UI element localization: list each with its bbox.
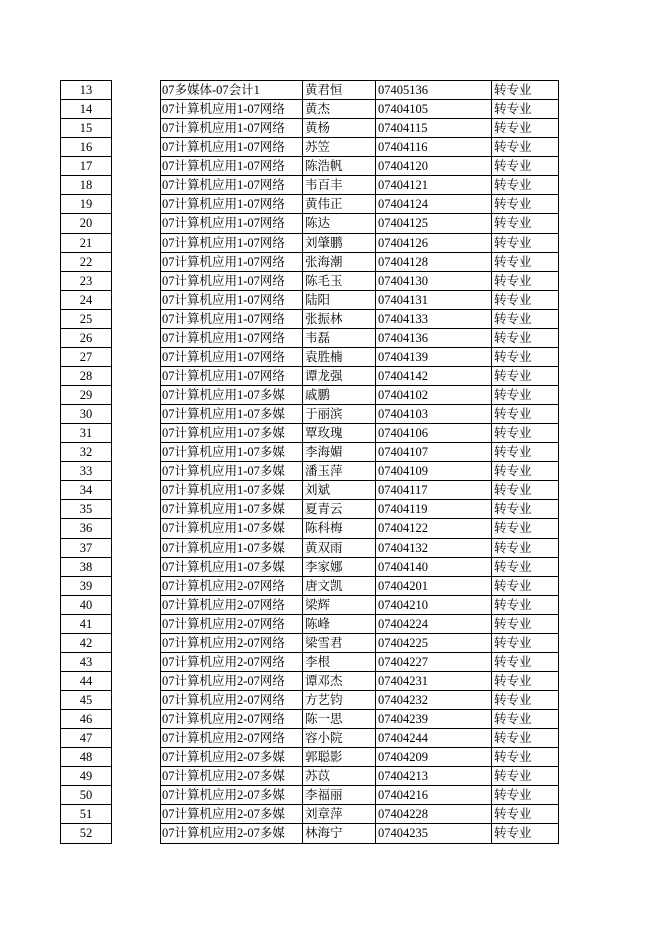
- row-number: 22: [61, 253, 111, 272]
- table-row: [161, 386, 558, 405]
- row-number: 50: [61, 786, 111, 805]
- row-number: 36: [61, 519, 111, 538]
- student-id-cell: 07404115: [375, 119, 491, 137]
- table-row: [161, 786, 558, 805]
- name-cell: 覃玫瑰: [302, 424, 375, 442]
- student-id-cell: 07404128: [375, 253, 491, 271]
- status-cell: 转专业: [491, 253, 558, 271]
- name-cell: 李福丽: [302, 786, 375, 804]
- name-cell: 刘斌: [302, 481, 375, 499]
- class-cell: 07计算机应用1-07网络: [162, 159, 285, 174]
- status-cell: 转专业: [491, 329, 558, 347]
- name-cell: 郭聪影: [302, 748, 375, 766]
- status-cell: 转专业: [491, 234, 558, 252]
- table-row: [161, 729, 558, 748]
- row-number: 13: [61, 81, 111, 100]
- student-id-cell: 07404227: [375, 653, 491, 671]
- class-cell: 07计算机应用2-07网络: [162, 578, 285, 593]
- class-cell: 07计算机应用2-07网络: [162, 731, 285, 746]
- student-id-cell: 07404130: [375, 272, 491, 290]
- row-number-column: [60, 80, 112, 844]
- row-number: 47: [61, 729, 111, 748]
- student-id-cell: 07404140: [375, 558, 491, 576]
- row-number: 43: [61, 653, 111, 672]
- table-row: [161, 615, 558, 634]
- class-cell: 07计算机应用1-07网络: [162, 311, 285, 326]
- student-id-cell: 07404107: [375, 443, 491, 461]
- row-number: 38: [61, 558, 111, 577]
- student-id-cell: 07404119: [375, 500, 491, 518]
- status-cell: 转专业: [491, 176, 558, 194]
- student-id-cell: 07404116: [375, 138, 491, 156]
- row-number: 20: [61, 214, 111, 233]
- row-number: 48: [61, 748, 111, 767]
- table-row: [161, 424, 558, 443]
- status-cell: 转专业: [491, 81, 558, 99]
- student-id-cell: 07404131: [375, 291, 491, 309]
- table-row: [161, 234, 558, 253]
- status-cell: 转专业: [491, 119, 558, 137]
- table-row: [161, 138, 558, 157]
- name-cell: 苏笠: [302, 138, 375, 156]
- student-id-cell: 07404210: [375, 596, 491, 614]
- status-cell: 转专业: [491, 405, 558, 423]
- class-cell: 07计算机应用2-07多媒: [162, 769, 285, 784]
- row-number: 49: [61, 767, 111, 786]
- row-number: 28: [61, 367, 111, 386]
- status-cell: 转专业: [491, 577, 558, 595]
- status-cell: 转专业: [491, 100, 558, 118]
- status-cell: 转专业: [491, 767, 558, 785]
- table-row: [161, 767, 558, 786]
- status-cell: 转专业: [491, 653, 558, 671]
- class-cell: 07计算机应用1-07网络: [162, 235, 285, 250]
- row-number: 41: [61, 615, 111, 634]
- row-number: 19: [61, 195, 111, 214]
- name-cell: 梁辉: [302, 596, 375, 614]
- status-cell: 转专业: [491, 539, 558, 557]
- class-cell: 07计算机应用1-07多媒: [162, 483, 285, 498]
- name-cell: 夏青云: [302, 500, 375, 518]
- status-cell: 转专业: [491, 519, 558, 537]
- name-cell: 谭邓杰: [302, 672, 375, 690]
- student-id-cell: 07404125: [375, 214, 491, 232]
- row-number: 52: [61, 824, 111, 843]
- status-cell: 转专业: [491, 615, 558, 633]
- class-cell: 07计算机应用1-07网络: [162, 216, 285, 231]
- table-row: [161, 748, 558, 767]
- class-cell: 07计算机应用1-07多媒: [162, 464, 285, 479]
- class-cell: 07计算机应用1-07网络: [162, 292, 285, 307]
- name-cell: 陈科梅: [302, 519, 375, 537]
- table-row: [161, 672, 558, 691]
- name-cell: 陆阳: [302, 291, 375, 309]
- student-id-cell: 07404142: [375, 367, 491, 385]
- row-number: 23: [61, 272, 111, 291]
- status-cell: 转专业: [491, 291, 558, 309]
- student-id-cell: 07404239: [375, 710, 491, 728]
- name-cell: 黄双雨: [302, 539, 375, 557]
- table-row: [161, 100, 558, 119]
- table-row: [161, 577, 558, 596]
- class-cell: 07计算机应用1-07多媒: [162, 559, 285, 574]
- class-cell: 07计算机应用1-07网络: [162, 254, 285, 269]
- status-cell: 转专业: [491, 195, 558, 213]
- table-row: [161, 329, 558, 348]
- class-cell: 07计算机应用1-07网络: [162, 178, 285, 193]
- table-row: [161, 691, 558, 710]
- name-cell: 黄杰: [302, 100, 375, 118]
- table-row: [161, 291, 558, 310]
- class-cell: 07计算机应用2-07网络: [162, 712, 285, 727]
- status-cell: 转专业: [491, 386, 558, 404]
- class-cell: 07计算机应用1-07网络: [162, 197, 285, 212]
- table-row: [161, 253, 558, 272]
- class-cell: 07计算机应用1-07多媒: [162, 445, 285, 460]
- row-number: 17: [61, 157, 111, 176]
- class-cell: 07计算机应用2-07网络: [162, 693, 285, 707]
- class-cell: 07计算机应用2-07网络: [162, 654, 285, 669]
- status-cell: 转专业: [491, 710, 558, 728]
- status-cell: 转专业: [491, 424, 558, 442]
- row-number: 30: [61, 405, 111, 424]
- row-number: 40: [61, 596, 111, 615]
- row-number: 18: [61, 176, 111, 195]
- class-cell: 07计算机应用1-07多媒: [162, 407, 285, 422]
- class-cell: 07计算机应用2-07多媒: [162, 807, 285, 822]
- class-cell: 07计算机应用1-07多媒: [162, 388, 285, 402]
- name-cell: 于丽滨: [302, 405, 375, 423]
- status-cell: 转专业: [491, 748, 558, 766]
- row-number: 46: [61, 710, 111, 729]
- status-cell: 转专业: [491, 596, 558, 614]
- class-cell: 07计算机应用1-07网络: [162, 121, 285, 136]
- table-row: [161, 367, 558, 386]
- student-id-cell: 07404102: [375, 386, 491, 404]
- row-number: 14: [61, 100, 111, 119]
- student-id-cell: 07404232: [375, 691, 491, 709]
- status-cell: 转专业: [491, 481, 558, 499]
- name-cell: 陈浩帆: [302, 157, 375, 175]
- name-cell: 李根: [302, 653, 375, 671]
- class-cell: 07计算机应用1-07多媒: [162, 521, 285, 536]
- row-number: 21: [61, 234, 111, 253]
- class-cell: 07计算机应用2-07多媒: [162, 826, 285, 841]
- table-row: [161, 500, 558, 519]
- name-cell: 戚鹏: [302, 386, 375, 404]
- student-id-cell: 07404235: [375, 824, 491, 842]
- student-id-cell: 07405136: [375, 81, 491, 99]
- class-cell: 07计算机应用1-07多媒: [162, 426, 285, 441]
- table-row: [161, 176, 558, 195]
- name-cell: 方艺钧: [302, 691, 375, 709]
- student-id-cell: 07404109: [375, 462, 491, 480]
- name-cell: 张海潮: [302, 253, 375, 271]
- table-row: [161, 653, 558, 672]
- status-cell: 转专业: [491, 558, 558, 576]
- name-cell: 刘章萍: [302, 805, 375, 823]
- status-cell: 转专业: [491, 634, 558, 652]
- name-cell: 韦百丰: [302, 176, 375, 194]
- status-cell: 转专业: [491, 138, 558, 156]
- status-cell: 转专业: [491, 310, 558, 328]
- table-row: [161, 348, 558, 367]
- row-number: 51: [61, 805, 111, 824]
- student-id-cell: 07404244: [375, 729, 491, 747]
- name-cell: 陈峰: [302, 615, 375, 633]
- class-cell: 07计算机应用2-07多媒: [162, 788, 285, 803]
- class-cell: 07计算机应用1-07网络: [162, 368, 285, 383]
- table-row: [161, 805, 558, 824]
- class-cell: 07计算机应用1-07网络: [162, 140, 285, 155]
- class-cell: 07计算机应用1-07网络: [162, 102, 285, 117]
- status-cell: 转专业: [491, 272, 558, 290]
- class-cell: 07计算机应用2-07网络: [162, 597, 285, 612]
- name-cell: 韦磊: [302, 329, 375, 347]
- class-cell: 07计算机应用1-07网络: [162, 349, 285, 364]
- student-id-cell: 07404231: [375, 672, 491, 690]
- status-cell: 转专业: [491, 691, 558, 709]
- table-row: [161, 119, 558, 138]
- name-cell: 陈达: [302, 214, 375, 232]
- status-cell: 转专业: [491, 157, 558, 175]
- name-cell: 黄君恒: [302, 81, 375, 99]
- status-cell: 转专业: [491, 786, 558, 804]
- name-cell: 黄杨: [302, 119, 375, 137]
- table-row: [161, 157, 558, 176]
- name-cell: 陈毛玉: [302, 272, 375, 290]
- status-cell: 转专业: [491, 348, 558, 366]
- class-cell: 07计算机应用2-07多媒: [162, 750, 285, 765]
- table-row: [161, 519, 558, 538]
- row-number: 16: [61, 138, 111, 157]
- row-number: 15: [61, 119, 111, 138]
- student-id-cell: 07404136: [375, 329, 491, 347]
- student-id-cell: 07404213: [375, 767, 491, 785]
- status-cell: 转专业: [491, 805, 558, 823]
- row-number: 25: [61, 310, 111, 329]
- name-cell: 李家娜: [302, 558, 375, 576]
- table-row: [161, 481, 558, 500]
- class-cell: 07计算机应用1-07网络: [162, 330, 285, 345]
- student-id-cell: 07404224: [375, 615, 491, 633]
- status-cell: 转专业: [491, 214, 558, 232]
- table-row: [161, 462, 558, 481]
- table-row: [161, 710, 558, 729]
- row-number: 37: [61, 539, 111, 558]
- table-row: [161, 634, 558, 653]
- student-id-cell: 07404225: [375, 634, 491, 652]
- table-row: [161, 405, 558, 424]
- status-cell: 转专业: [491, 729, 558, 747]
- student-id-cell: 07404216: [375, 786, 491, 804]
- row-number: 34: [61, 481, 111, 500]
- student-id-cell: 07404201: [375, 577, 491, 595]
- class-cell: 07计算机应用2-07网络: [162, 635, 285, 650]
- name-cell: 谭龙强: [302, 367, 375, 385]
- table-row: [161, 824, 558, 843]
- student-id-cell: 07404228: [375, 805, 491, 823]
- row-number: 32: [61, 443, 111, 462]
- name-cell: 黄伟正: [302, 195, 375, 213]
- name-cell: 唐文凯: [302, 577, 375, 595]
- name-cell: 刘肇鹏: [302, 234, 375, 252]
- status-cell: 转专业: [491, 500, 558, 518]
- table-row: [161, 195, 558, 214]
- student-id-cell: 07404133: [375, 310, 491, 328]
- name-cell: 林海宁: [302, 824, 375, 842]
- row-number: 26: [61, 329, 111, 348]
- class-cell: 07多媒体-07会计1: [162, 83, 260, 97]
- name-cell: 陈一思: [302, 710, 375, 728]
- name-cell: 容小院: [302, 729, 375, 747]
- row-number: 45: [61, 691, 111, 710]
- class-cell: 07计算机应用1-07网络: [162, 273, 285, 288]
- student-id-cell: 07404124: [375, 195, 491, 213]
- status-cell: 转专业: [491, 824, 558, 842]
- row-number: 44: [61, 672, 111, 691]
- name-cell: 苏苡: [302, 767, 375, 785]
- status-cell: 转专业: [491, 672, 558, 690]
- table-row: [161, 443, 558, 462]
- table-row: [161, 272, 558, 291]
- row-number: 33: [61, 462, 111, 481]
- table-row: [161, 558, 558, 577]
- class-cell: 07计算机应用1-07多媒: [162, 502, 285, 517]
- row-number: 24: [61, 291, 111, 310]
- student-id-cell: 07404209: [375, 748, 491, 766]
- table-row: [161, 81, 558, 100]
- student-id-cell: 07404132: [375, 539, 491, 557]
- row-number: 27: [61, 348, 111, 367]
- status-cell: 转专业: [491, 462, 558, 480]
- row-number: 39: [61, 577, 111, 596]
- student-id-cell: 07404106: [375, 424, 491, 442]
- name-cell: 张振林: [302, 310, 375, 328]
- table-row: [161, 539, 558, 558]
- name-cell: 李海媚: [302, 443, 375, 461]
- table-row: [161, 596, 558, 615]
- class-cell: 07计算机应用1-07多媒: [162, 540, 285, 555]
- student-id-cell: 07404126: [375, 234, 491, 252]
- student-id-cell: 07404120: [375, 157, 491, 175]
- student-id-cell: 07404117: [375, 481, 491, 499]
- table-row: [161, 214, 558, 233]
- student-id-cell: 07404122: [375, 519, 491, 537]
- student-id-cell: 07404121: [375, 176, 491, 194]
- student-table: [160, 80, 559, 844]
- status-cell: 转专业: [491, 443, 558, 461]
- row-number: 29: [61, 386, 111, 405]
- student-id-cell: 07404139: [375, 348, 491, 366]
- name-cell: 梁雪君: [302, 634, 375, 652]
- row-number: 31: [61, 424, 111, 443]
- row-number: 35: [61, 500, 111, 519]
- student-id-cell: 07404105: [375, 100, 491, 118]
- row-number: 42: [61, 634, 111, 653]
- table-row: [161, 310, 558, 329]
- class-cell: 07计算机应用2-07网络: [162, 616, 285, 631]
- name-cell: 潘玉萍: [302, 462, 375, 480]
- class-cell: 07计算机应用2-07网络: [162, 673, 285, 688]
- status-cell: 转专业: [491, 367, 558, 385]
- name-cell: 袁胜楠: [302, 348, 375, 366]
- student-id-cell: 07404103: [375, 405, 491, 423]
